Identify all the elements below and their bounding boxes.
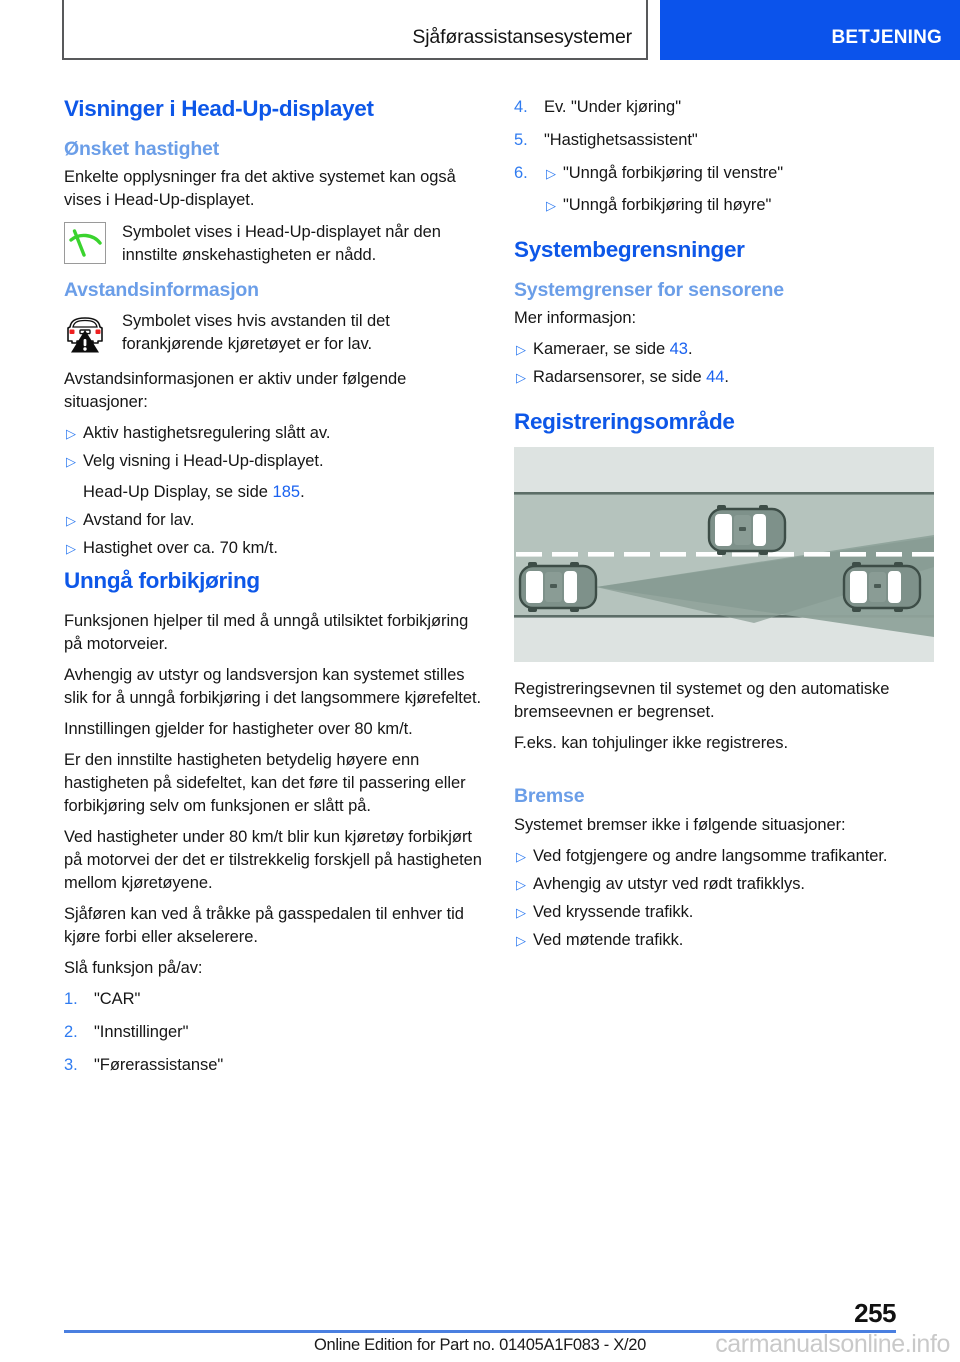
list-item-label: Velg visning i Head-Up-displayet. bbox=[83, 451, 324, 470]
bullet-list-bremse-situations bbox=[514, 845, 934, 952]
paragraph-avhengig-av-utstyr: Avhengig av utstyr og landsversjon kan systemet stilles slik for å unngå forbikjøring i det langsommere kjørefeltet. bbox=[64, 665, 482, 707]
list-item bbox=[64, 537, 484, 560]
step-number: 1. bbox=[64, 989, 78, 1008]
bullet-list-avstand-conditions-1 bbox=[64, 422, 484, 473]
page-reference-43[interactable]: 43 bbox=[669, 340, 688, 359]
edition-note: Online Edition for Part no. 01405A1F083 - X/20 bbox=[314, 1336, 646, 1354]
list-item-label: Ved fotgjengere og andre langsomme trafikanter. bbox=[533, 846, 888, 865]
triangle-bullet-icon: ▷ bbox=[66, 540, 76, 556]
reference-text: Radarsensorer, se side bbox=[533, 368, 707, 387]
paragraph-funksjonen-hjelper: Funksjonen hjelper til med å unngå utilsiktet forbikjøring på motorveier. bbox=[64, 611, 469, 653]
paragraph-sjaforen-kan: Sjåføren kan ved å tråkke på gasspedalen til enhver tid kjøre forbi eller akselerere. bbox=[64, 904, 464, 946]
paragraph-registreringsevnen: Registreringsevnen til systemet og den automatiske bremseevnen er begrenset. bbox=[514, 680, 890, 722]
list-item bbox=[514, 873, 934, 896]
triangle-bullet-icon: ▷ bbox=[516, 848, 526, 864]
list-item-label: Ved kryssende trafikk. bbox=[533, 902, 694, 921]
reference-suffix: . bbox=[724, 368, 729, 387]
list-item-label bbox=[533, 366, 729, 389]
step-label: "Hastighetsassistent" bbox=[544, 131, 698, 149]
triangle-bullet-icon: ▷ bbox=[546, 198, 556, 213]
vehicle-ahead-left-lane-icon bbox=[709, 505, 785, 555]
paragraph-enkelte-opplysninger: Enkelte opplysninger fra det aktive systemet kan også vises i Head-Up-displayet. bbox=[64, 168, 456, 210]
reference-text: Kameraer, se side bbox=[533, 340, 670, 359]
list-item bbox=[544, 194, 934, 217]
ego-car-icon bbox=[520, 562, 596, 612]
step-number: 3. bbox=[64, 1055, 78, 1074]
heading-onsket-hastighet: Ønsket hastighet bbox=[64, 137, 219, 160]
step-label: "CAR" bbox=[94, 989, 141, 1008]
list-item-label: Avhengig av utstyr ved rødt trafikklys. bbox=[533, 874, 805, 893]
paragraph-feks-tohjulinger: F.eks. kan tohjulinger ikke registreres. bbox=[514, 734, 789, 753]
list-item-label: Ved møtende trafikk. bbox=[533, 930, 684, 949]
cross-reference-head-up-display bbox=[64, 481, 484, 504]
paragraph-sla-funksjon: Slå funksjon på/av: bbox=[64, 958, 203, 977]
paragraph-ved-hastigheter-under: Ved hastigheter under 80 km/t blir kun kjøretøy forbikjørt på motorvei der det er tilstrekkelig forskjell på hastigheten mellom kjøretøyene. bbox=[64, 827, 482, 892]
list-item bbox=[514, 366, 934, 389]
list-item bbox=[514, 96, 934, 119]
triangle-bullet-icon: ▷ bbox=[516, 370, 526, 386]
vehicle-ahead-same-lane-icon bbox=[844, 562, 920, 612]
step-label: Ev. "Under kjøring" bbox=[544, 98, 681, 116]
triangle-bullet-icon: ▷ bbox=[516, 932, 526, 948]
triangle-bullet-icon: ▷ bbox=[546, 166, 556, 181]
step-number: 6. bbox=[514, 164, 528, 182]
detection-range-illustration bbox=[514, 447, 934, 662]
header-chapter-label: BETJENING bbox=[831, 27, 942, 48]
step-label: "Innstillinger" bbox=[94, 1022, 189, 1041]
cross-reference-suffix: . bbox=[300, 482, 305, 501]
paragraph-innstillingen-gjelder: Innstillingen gjelder for hastigheter over 80 km/t. bbox=[64, 719, 413, 738]
list-item-label: "Unngå forbikjøring til høyre" bbox=[563, 196, 772, 214]
bullet-list-sensor-references bbox=[514, 338, 934, 389]
icon-row-distance-warning bbox=[64, 309, 484, 356]
list-item bbox=[64, 1021, 484, 1044]
triangle-bullet-icon: ▷ bbox=[516, 876, 526, 892]
distance-warning-icon bbox=[64, 311, 106, 353]
triangle-bullet-icon: ▷ bbox=[66, 512, 76, 528]
step-6-options bbox=[544, 162, 934, 217]
heading-registreringsomrade: Registreringsområde bbox=[514, 409, 735, 435]
list-item-label: Avstand for lav. bbox=[83, 510, 195, 529]
paragraph-er-den-innstilte: Er den innstilte hastigheten betydelig høyere enn hastigheten på sidefeltet, kan det føre til passering eller forbikjøring selv om funksjonen er slått på. bbox=[64, 750, 466, 815]
triangle-bullet-icon: ▷ bbox=[66, 425, 76, 441]
triangle-bullet-icon: ▷ bbox=[66, 453, 76, 469]
step-number: 5. bbox=[514, 131, 528, 149]
page-reference-44[interactable]: 44 bbox=[706, 368, 725, 387]
step-number: 4. bbox=[514, 98, 528, 116]
cross-reference-text: Head-Up Display, se side bbox=[83, 482, 273, 501]
list-item bbox=[514, 129, 934, 152]
bullet-list-avstand-conditions-2 bbox=[64, 509, 484, 560]
triangle-bullet-icon: ▷ bbox=[516, 342, 526, 358]
distance-warning-icon-caption: Symbolet vises hvis avstanden til det forankjørende kjøretøyet er for lav. bbox=[122, 311, 390, 353]
step-label: "Førerassistanse" bbox=[94, 1055, 224, 1074]
step-number: 2. bbox=[64, 1022, 78, 1041]
triangle-bullet-icon: ▷ bbox=[516, 904, 526, 920]
list-item-label: Aktiv hastighetsregulering slått av. bbox=[83, 423, 331, 442]
reference-suffix: . bbox=[687, 340, 693, 359]
page-number: 255 bbox=[854, 1298, 896, 1328]
list-item bbox=[544, 162, 934, 185]
list-item-label: Hastighet over ca. 70 km/t. bbox=[83, 538, 278, 557]
list-item bbox=[64, 450, 484, 473]
list-item bbox=[64, 1054, 484, 1077]
watermark: carmanualsonline.info bbox=[715, 1330, 950, 1358]
list-item bbox=[64, 988, 484, 1011]
icon-row-desired-speed bbox=[64, 220, 484, 267]
desired-speed-reached-icon bbox=[64, 222, 106, 264]
header-section-title: Sjåførassistansesystemer bbox=[412, 26, 632, 48]
paragraph-avstandsinformasjonen-aktiv: Avstandsinformasjonen er aktiv under følgende situasjoner: bbox=[64, 369, 407, 411]
page-reference-185[interactable]: 185 bbox=[272, 482, 301, 501]
heading-unnga-forbikjoring: Unngå forbikjøring bbox=[64, 567, 260, 593]
list-item bbox=[514, 338, 934, 361]
header-title-box bbox=[62, 0, 648, 60]
left-column bbox=[64, 96, 484, 1087]
page-header bbox=[0, 0, 960, 62]
list-item bbox=[514, 162, 934, 217]
paragraph-mer-informasjon: Mer informasjon: bbox=[514, 309, 637, 328]
right-column bbox=[514, 96, 934, 960]
desired-speed-icon-caption: Symbolet vises i Head-Up-displayet når den innstilte ønskehastigheten er nådd. bbox=[122, 223, 441, 265]
heading-systemgrenser-for-sensorene: Systemgrenser for sensorene bbox=[514, 278, 784, 301]
list-item bbox=[514, 901, 934, 924]
heading-systembegrensninger: Systembegrensninger bbox=[514, 237, 745, 262]
list-item bbox=[64, 422, 484, 445]
heading-visninger-head-up-displayet: Visninger i Head-Up-displayet bbox=[64, 96, 374, 121]
numbered-list-steps-1-3 bbox=[64, 988, 484, 1077]
list-item bbox=[514, 929, 934, 952]
list-item-label bbox=[533, 338, 692, 361]
list-item bbox=[64, 509, 484, 532]
list-item bbox=[514, 845, 934, 868]
numbered-list-steps-4-6 bbox=[514, 96, 934, 217]
list-item-label: "Unngå forbikjøring til venstre" bbox=[563, 164, 784, 182]
header-chapter-box bbox=[660, 0, 960, 60]
heading-avstandsinformasjon: Avstandsinformasjon bbox=[64, 279, 259, 302]
paragraph-systemet-bremser-ikke: Systemet bremser ikke i følgende situasjoner: bbox=[514, 815, 846, 834]
heading-bremse: Bremse bbox=[514, 785, 585, 808]
